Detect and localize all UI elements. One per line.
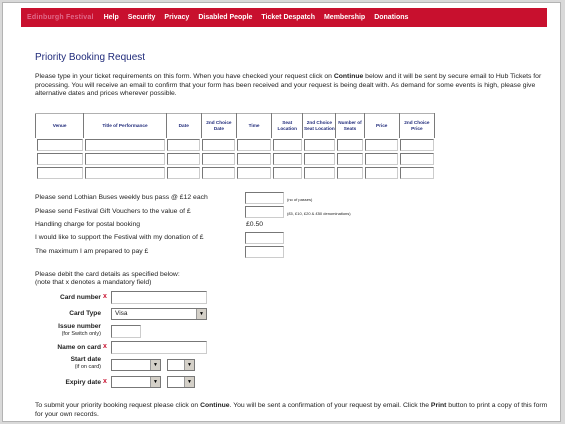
2nd-seat-location-input[interactable] bbox=[304, 167, 335, 179]
chevron-down-icon: ▼ bbox=[150, 360, 160, 370]
venue-input[interactable] bbox=[37, 167, 83, 179]
table-cell bbox=[272, 138, 303, 152]
table-cell bbox=[364, 152, 399, 166]
2nd-price-input[interactable] bbox=[400, 153, 433, 165]
col-2nd-date: 2nd Choice Date bbox=[201, 114, 236, 138]
title-input[interactable] bbox=[85, 153, 165, 165]
intro-part-1: Please type in your ticket requirements on this form. When you have checked your request click on bbox=[35, 73, 334, 80]
gift-vouchers-note: (£5, £10, £20 & £50 denominations) bbox=[287, 211, 351, 216]
issue-number-input[interactable] bbox=[111, 325, 141, 338]
col-date: Date bbox=[166, 114, 201, 138]
table-cell bbox=[303, 166, 336, 180]
seat-location-input[interactable] bbox=[273, 167, 302, 179]
table-cell bbox=[36, 138, 84, 152]
table-cell bbox=[364, 138, 399, 152]
card-number-required: x bbox=[103, 293, 107, 300]
col-number-of-seats: Number of Seats bbox=[336, 114, 364, 138]
time-input[interactable] bbox=[237, 153, 270, 165]
venue-input[interactable] bbox=[37, 153, 83, 165]
start-date-sub: (if on card) bbox=[74, 363, 101, 370]
col-2nd-price: 2nd Choice Price bbox=[399, 114, 434, 138]
col-title: Title of Performance bbox=[84, 114, 166, 138]
table-cell bbox=[84, 138, 166, 152]
intro-part-2: below and it will be sent by secure email to Hub Tickets for processing. You will receive an email to confirm that your form has been received and your request is being dealt with. As demand for some events is high, please give alternative dates and prices wherever possible. bbox=[35, 73, 542, 98]
table-cell bbox=[399, 166, 434, 180]
title-input[interactable] bbox=[85, 167, 165, 179]
chevron-down-icon: ▼ bbox=[196, 309, 206, 319]
card-instructions: Please debit the card details as specified below: bbox=[35, 271, 180, 278]
table-cell bbox=[303, 152, 336, 166]
site-logo[interactable]: Edinburgh Festival bbox=[27, 14, 94, 21]
max-pay-label: The maximum I am prepared to pay £ bbox=[35, 248, 149, 255]
nav-donations[interactable]: Donations bbox=[374, 14, 409, 21]
2nd-date-input[interactable] bbox=[202, 153, 235, 165]
table-cell bbox=[166, 152, 201, 166]
table-row bbox=[36, 152, 435, 166]
gift-vouchers-input[interactable] bbox=[245, 206, 284, 218]
nav-ticket-despatch[interactable]: Ticket Despatch bbox=[261, 14, 315, 21]
page-title: Priority Booking Request bbox=[35, 52, 146, 63]
start-date-label-text: Start date bbox=[70, 356, 101, 363]
time-input[interactable] bbox=[237, 139, 270, 151]
table-cell bbox=[166, 166, 201, 180]
footer-continue-word: Continue bbox=[200, 402, 230, 409]
price-input[interactable] bbox=[365, 153, 398, 165]
2nd-price-input[interactable] bbox=[400, 139, 433, 151]
2nd-price-input[interactable] bbox=[400, 167, 433, 179]
donation-label: I would like to support the Festival with my donation of £ bbox=[35, 234, 204, 241]
2nd-date-input[interactable] bbox=[202, 139, 235, 151]
start-month-select[interactable] bbox=[111, 359, 161, 371]
card-number-label: Card number bbox=[59, 294, 101, 301]
ticket-request-table bbox=[35, 113, 435, 180]
handling-charge-value: £0.50 bbox=[246, 221, 264, 228]
chevron-down-icon: ▼ bbox=[184, 360, 194, 370]
table-row bbox=[36, 138, 435, 152]
table-cell bbox=[303, 138, 336, 152]
nav-help[interactable]: Help bbox=[103, 14, 119, 21]
table-cell bbox=[201, 138, 236, 152]
card-instructions-note: (note that x denotes a mandatory field) bbox=[35, 279, 152, 286]
2nd-seat-location-input[interactable] bbox=[304, 139, 335, 151]
table-cell bbox=[336, 138, 364, 152]
expiry-required: x bbox=[103, 378, 107, 385]
table-header-row bbox=[36, 114, 435, 138]
col-seat-location: Seat Location bbox=[272, 114, 303, 138]
col-2nd-seat-location: 2nd Choice Seat Location bbox=[303, 114, 336, 138]
table-row bbox=[36, 166, 435, 180]
issue-number-sub: (for Switch only) bbox=[61, 330, 101, 337]
chevron-down-icon: ▼ bbox=[184, 377, 194, 387]
table-cell bbox=[84, 166, 166, 180]
table-cell bbox=[36, 166, 84, 180]
title-input[interactable] bbox=[85, 139, 165, 151]
2nd-seat-location-input[interactable] bbox=[304, 153, 335, 165]
date-input[interactable] bbox=[167, 153, 200, 165]
date-input[interactable] bbox=[167, 139, 200, 151]
seat-location-input[interactable] bbox=[273, 153, 302, 165]
intro-text bbox=[35, 73, 553, 99]
venue-input[interactable] bbox=[37, 139, 83, 151]
number-of-seats-input[interactable] bbox=[337, 167, 363, 179]
footer-print-word: Print bbox=[430, 402, 447, 409]
table-cell bbox=[166, 138, 201, 152]
nav-disabled-people[interactable]: Disabled People bbox=[198, 14, 253, 21]
nav-security[interactable]: Security bbox=[127, 14, 156, 21]
name-on-card-input[interactable] bbox=[111, 341, 207, 354]
table-cell bbox=[364, 166, 399, 180]
table-cell bbox=[336, 166, 364, 180]
table-cell bbox=[36, 152, 84, 166]
bus-pass-input[interactable] bbox=[245, 192, 284, 204]
2nd-date-input[interactable] bbox=[202, 167, 235, 179]
expiry-month-select[interactable] bbox=[111, 376, 161, 388]
price-input[interactable] bbox=[365, 139, 398, 151]
nav-membership[interactable]: Membership bbox=[323, 14, 366, 21]
name-required: x bbox=[103, 343, 107, 350]
handling-charge-label: Handling charge for postal booking bbox=[35, 221, 141, 228]
expiry-year-select[interactable] bbox=[167, 376, 195, 388]
name-on-card-label: Name on card bbox=[57, 344, 101, 351]
intro-continue-word: Continue bbox=[333, 73, 364, 80]
gift-vouchers-label: Please send Festival Gift Vouchers to the value of £ bbox=[35, 208, 191, 215]
time-input[interactable] bbox=[237, 167, 270, 179]
card-number-input[interactable] bbox=[111, 291, 207, 304]
issue-number-label-text: Issue number bbox=[58, 323, 101, 330]
top-nav-bar bbox=[21, 8, 547, 27]
col-time: Time bbox=[236, 114, 271, 138]
table-cell bbox=[201, 166, 236, 180]
table-cell bbox=[272, 152, 303, 166]
col-venue: Venue bbox=[36, 114, 84, 138]
browser-page bbox=[2, 2, 561, 422]
footer-part-1: To submit your priority booking request please click on bbox=[35, 402, 201, 409]
seat-location-input[interactable] bbox=[273, 139, 302, 151]
price-input[interactable] bbox=[365, 167, 398, 179]
expiry-date-label: Expiry date bbox=[65, 379, 101, 386]
start-year-select[interactable] bbox=[167, 359, 195, 371]
number-of-seats-input[interactable] bbox=[337, 139, 363, 151]
footer-instructions bbox=[35, 401, 555, 419]
number-of-seats-input[interactable] bbox=[337, 153, 363, 165]
footer-part-2: . You will be sent a confirmation of your request by email. Click the bbox=[229, 402, 431, 409]
card-type-value: Visa bbox=[115, 310, 128, 317]
table-cell bbox=[84, 152, 166, 166]
table-cell bbox=[336, 152, 364, 166]
nav-privacy[interactable]: Privacy bbox=[164, 14, 190, 21]
table-cell bbox=[272, 166, 303, 180]
bus-pass-label: Please send Lothian Buses weekly bus pass @ £12 each bbox=[35, 194, 208, 201]
card-type-label: Card Type bbox=[69, 310, 101, 317]
footer-part-3: button to print a copy of this form for your own records. bbox=[35, 402, 548, 418]
table-cell bbox=[399, 138, 434, 152]
table-cell bbox=[236, 138, 271, 152]
table-cell bbox=[236, 152, 271, 166]
issue-number-label bbox=[35, 323, 101, 338]
table-cell bbox=[236, 166, 271, 180]
donation-input[interactable] bbox=[245, 232, 284, 244]
max-pay-input[interactable] bbox=[245, 246, 284, 258]
col-price: Price bbox=[364, 114, 399, 138]
card-type-select[interactable] bbox=[111, 308, 207, 320]
date-input[interactable] bbox=[167, 167, 200, 179]
start-date-label bbox=[35, 356, 101, 371]
table-cell bbox=[201, 152, 236, 166]
table-body bbox=[36, 138, 435, 180]
bus-pass-note: (no of passes) bbox=[287, 197, 313, 202]
chevron-down-icon: ▼ bbox=[150, 377, 160, 387]
table-cell bbox=[399, 152, 434, 166]
